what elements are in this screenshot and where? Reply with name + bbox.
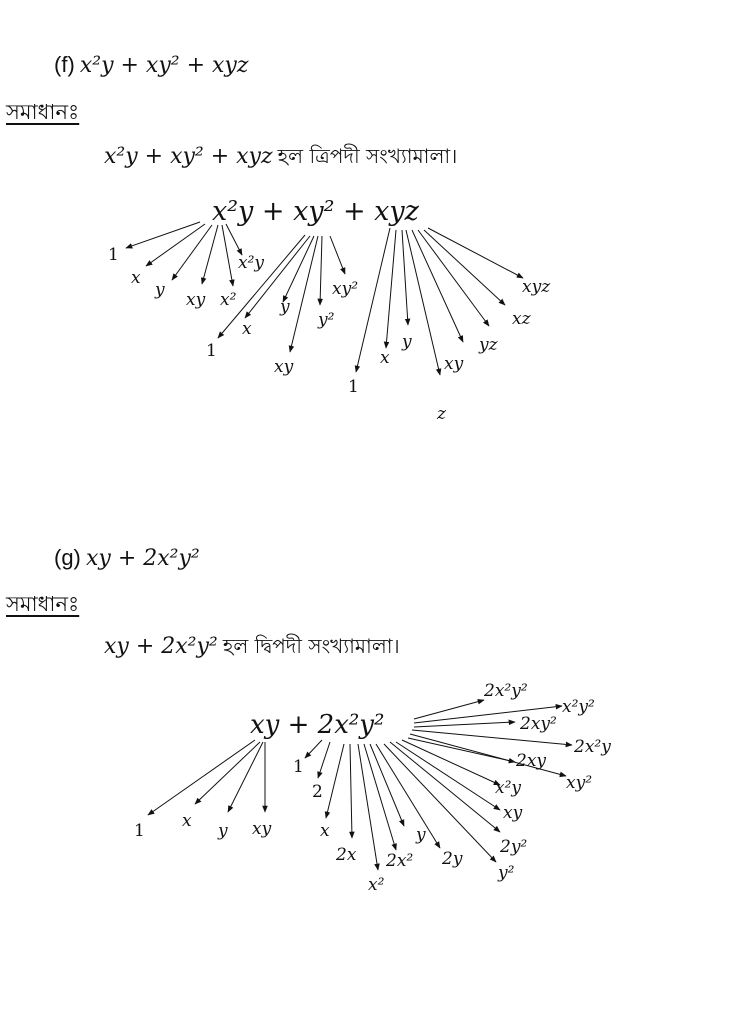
part-f-tree-expression: x²y + xy² + xyz <box>212 196 419 227</box>
part-f-term1-factor: x <box>131 268 141 288</box>
part-g-term2-factor: 2 <box>312 782 323 802</box>
part-g-term2-factor: x <box>320 821 330 841</box>
part-f-term2-factor: 1 <box>206 341 217 361</box>
part-f-term3-factor: xyz <box>522 277 551 297</box>
part-g-term2-factor: y <box>416 825 426 845</box>
part-f-term1-factor: y <box>155 280 165 300</box>
part-g-term2-factor: x² <box>368 875 385 895</box>
part-f-expression: x²y + xy² + xyz <box>79 53 249 78</box>
part-g-term2-factor: xy <box>503 803 523 823</box>
part-g-term2-factor: 2xy² <box>520 714 557 734</box>
part-f-statement-expression: x²y + xy² + xyz <box>104 144 273 169</box>
part-g-question <box>54 545 200 571</box>
part-g-term2-factor: xy² <box>566 773 593 793</box>
part-f-term3-factor: 1 <box>348 377 359 397</box>
part-g-tree-expression: xy + 2x²y² <box>250 710 385 740</box>
part-f-term1-factor: x² <box>220 290 237 310</box>
part-f-term1-factor: x²y <box>238 253 265 273</box>
part-f-label: (f) <box>54 52 75 77</box>
part-f-term2-factor: y <box>280 297 290 317</box>
part-g-term1-factor: 1 <box>134 821 145 841</box>
part-g-term1-factor: xy <box>252 819 272 839</box>
part-g-term2-factor: y² <box>498 863 515 883</box>
part-f-term2-factor: x <box>242 319 252 339</box>
part-g-term2-factor: 2y² <box>500 837 528 857</box>
part-f-term3-factor: x <box>380 348 390 368</box>
part-f-term2-factor: xy <box>274 357 294 377</box>
part-g-term2-factor: 2x²y² <box>484 681 528 701</box>
part-g-label: (g) <box>54 545 81 570</box>
part-g-statement-expression: xy + 2x²y² <box>104 634 218 659</box>
part-f-term2-factor: xy² <box>332 279 359 299</box>
part-f-statement-text: হল ত্রিপদী সংখ্যামালা। <box>277 144 458 168</box>
part-g-term2-factor: x²y <box>495 778 522 798</box>
part-g-expression: xy + 2x²y² <box>85 546 200 571</box>
part-g-term2-factor: 2x²y <box>574 737 611 757</box>
part-f-term2-factor: y² <box>318 310 335 330</box>
part-f-term3-factor: xy <box>444 354 464 374</box>
part-f-term3-factor: y <box>402 332 412 352</box>
part-g-solution-heading: সমাধানঃ <box>6 592 80 616</box>
part-g-term2-factor: 2x <box>336 845 357 865</box>
part-g-term2-factor: 2x² <box>386 851 414 871</box>
part-f-term1-factor: xy <box>186 290 206 310</box>
part-g-term1-factor: x <box>182 811 192 831</box>
part-f-solution-heading: সমাধানঃ <box>6 100 80 124</box>
part-f-term1-factor: 1 <box>108 245 119 265</box>
part-f-term3-factor: xz <box>512 309 531 329</box>
part-f-term3-factor: yz <box>479 335 498 355</box>
part-g-term2-factor: 2y <box>442 849 463 869</box>
part-g-term2-factor: 2xy <box>516 751 547 771</box>
part-g-statement-text: হল দ্বিপদী সংখ্যামালা। <box>222 634 400 658</box>
part-g-term2-factor: x²y² <box>562 697 595 717</box>
part-g-term1-factor: y <box>218 821 228 841</box>
part-g-term2-factor: 1 <box>293 757 304 777</box>
part-g-statement <box>104 632 400 665</box>
part-f-term3-factor: z <box>437 404 446 424</box>
